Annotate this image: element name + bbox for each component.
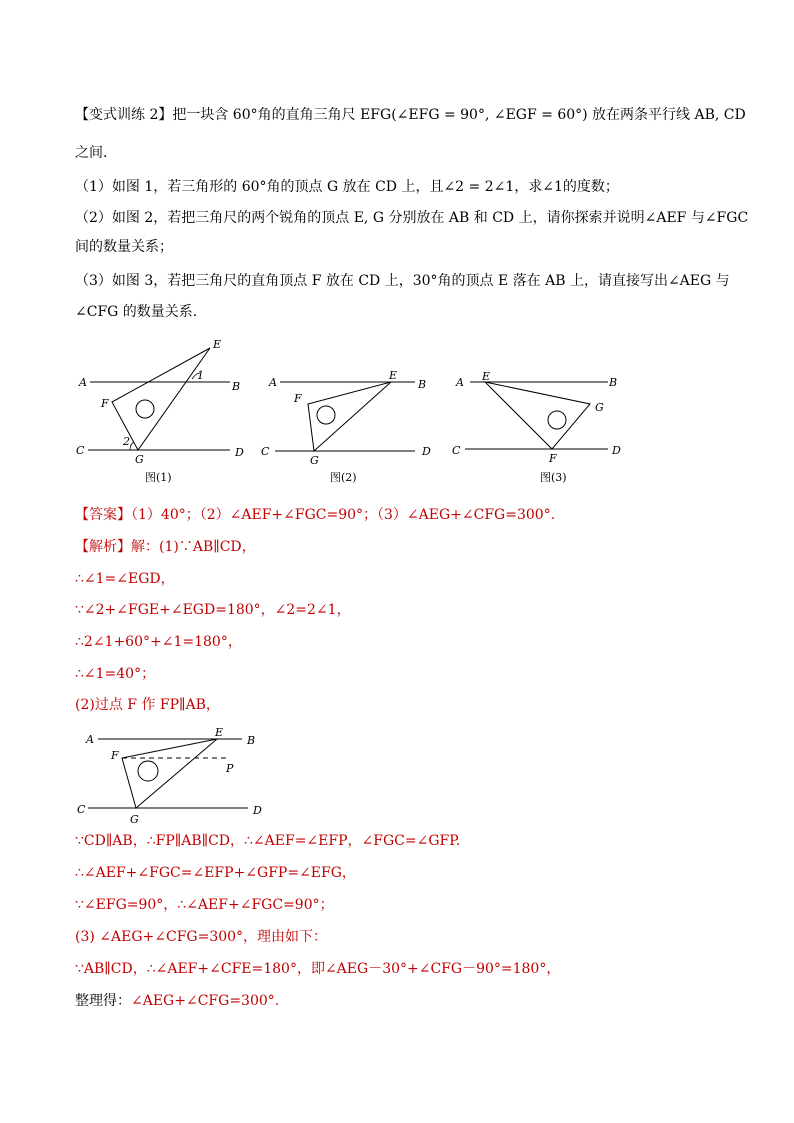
analysis-part-2: (2)过点 F 作 FP∥AB， [75,697,220,713]
fig1-label-e: E [213,338,222,351]
fig4-label-g: G [130,813,139,826]
analysis-intro: 解：(1)∵AB∥CD， [131,539,256,555]
fig2-label-e: E [389,369,398,382]
analysis-step-8: ∵AB∥CD，∴∠AEF+∠CFE=180°，即∠AEG－30°+∠CFG－90°=180°， [75,961,561,977]
analysis-label: 【解析】 [75,539,131,555]
fig3-label-d: D [612,444,621,457]
question-3a: （3）如图 3，若把三角尺的直角顶点 F 放在 CD 上，30°角的顶点 E 落在 AB 上，请直接写出∠AEG 与 [75,273,730,289]
question-2a: （2）如图 2，若把三角尺的两个锐角的顶点 E, G 分别放在 AB 和 CD 上，请你探索并说明∠AEF 与∠FGC [75,210,749,226]
answer-line [75,505,555,525]
fig2-label-c: C [261,445,270,458]
fig4-label-b: B [247,734,256,747]
fig2-label-a: A [269,376,277,389]
analysis-step-7: ∵∠EFG=90°，∴∠AEF+∠FGC=90°； [75,897,334,913]
figure-1 [70,335,255,490]
fig2-label-b: B [418,378,427,391]
fig4-label-c: C [77,803,86,816]
fig3-label-e: E [482,370,491,383]
fig3-label-f: F [549,452,557,465]
fig4-label-e: E [215,726,224,739]
analysis-step-2: ∵∠2+∠FGE+∠EGD=180°，∠2=2∠1， [75,602,351,618]
analysis-step-5: ∵CD∥AB，∴FP∥AB∥CD，∴∠AEF=∠EFP，∠FGC=∠GFP. [75,833,461,849]
fig3-label-a: A [456,376,464,389]
fig2-caption: 图(2) [330,471,357,484]
figure-4 [72,722,272,827]
question-2b: 间的数量关系； [75,239,173,255]
question-3b: ∠CFG 的数量关系． [75,304,207,320]
analysis-step-9-prefix: 整理得： [75,993,131,1009]
fig4-label-a: A [86,733,94,746]
fig4-label-p: P [226,762,234,775]
problem-line-1: 【变式训练 2】把一块含 60°角的直角三角尺 EFG(∠EFG = 90°, ∠EGF = 60°) 放在两条平行线 AB, CD [75,107,746,123]
figure-2 [255,365,440,490]
fig1-label-a: A [79,376,87,389]
fig1-caption: 图(1) [145,471,172,484]
fig3-caption: 图(3) [540,471,567,484]
analysis-step-6: ∴∠AEF+∠FGC=∠EFP+∠GFP=∠EFG， [75,865,356,881]
fig2-label-d: D [422,445,431,458]
question-1: （1）如图 1，若三角形的 60°角的顶点 G 放在 CD 上，且∠2 = 2∠1，求∠1的度数； [75,179,619,195]
fig1-label-g: G [135,453,144,466]
fig1-label-d: D [235,446,244,459]
analysis-step-9 [75,991,279,1011]
fig4-label-f: F [111,749,119,762]
fig1-label-b: B [232,380,241,393]
analysis-step-4: ∴∠1=40°； [75,666,156,682]
analysis-part-3: (3) ∠AEG+∠CFG=300°，理由如下： [75,929,328,945]
analysis-line-intro [75,537,256,557]
fig4-label-d: D [253,804,262,817]
figure-3 [445,365,630,490]
answer-label: 【答案】 [75,507,131,523]
fig3-label-g: G [595,401,604,414]
fig1-label-f: F [101,397,109,410]
fig2-label-g: G [310,454,319,467]
fig3-label-b: B [609,376,618,389]
fig1-label-c: C [76,444,85,457]
analysis-step-1: ∴∠1=∠EGD， [75,571,175,587]
analysis-step-3: ∴2∠1+60°+∠1=180°， [75,634,242,650]
fig3-label-c: C [452,444,461,457]
answer-text: （1）40°；（2）∠AEF+∠FGC=90°；（3）∠AEG+∠CFG=300°. [131,507,556,523]
analysis-step-9-result: ∠AEG+∠CFG=300°. [131,993,280,1009]
fig2-label-f: F [294,392,302,405]
fig1-angle-1: 1 [197,369,204,382]
problem-line-2: 之间． [75,145,117,161]
fig1-angle-2: 2 [123,435,130,448]
